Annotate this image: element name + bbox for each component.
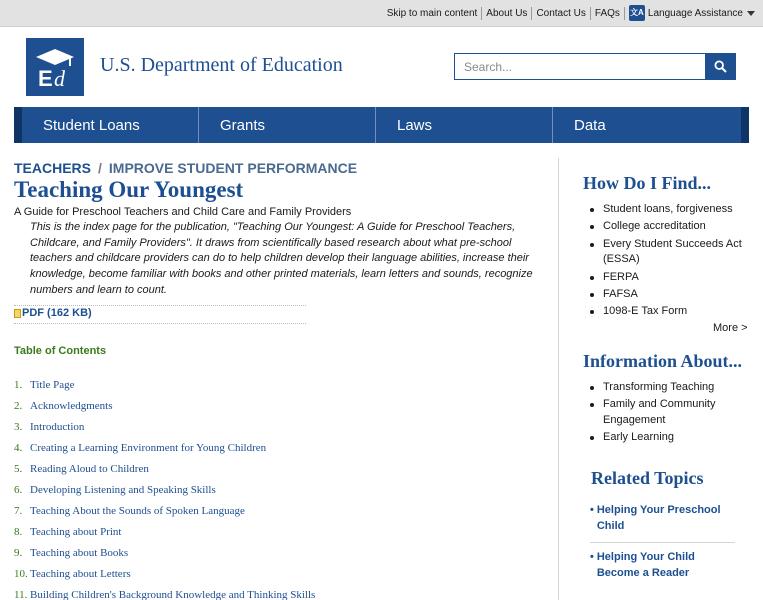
toc-number: 9. <box>14 547 23 560</box>
toc-link-introduction[interactable]: Introduction <box>30 420 85 433</box>
toc-link-letters[interactable]: Teaching about Letters <box>30 568 131 581</box>
toc-link-sounds-spoken-language[interactable]: Teaching About the Sounds of Spoken Language <box>30 505 245 518</box>
divider <box>590 542 735 543</box>
table-of-contents <box>14 374 315 600</box>
divider <box>14 305 306 306</box>
list-item <box>14 543 315 564</box>
pdf-link-label: PDF (162 KB) <box>22 307 92 319</box>
toc-number: 4. <box>14 441 23 454</box>
related-link-label: Helping Your Preschool Child <box>596 504 721 532</box>
contact-us-link[interactable]: Contact Us <box>536 7 586 19</box>
toc-link-print[interactable]: Teaching about Print <box>30 526 122 539</box>
list-item <box>14 501 315 522</box>
divider <box>14 323 306 324</box>
toc-link-acknowledgments[interactable]: Acknowledgments <box>30 399 113 412</box>
svg-text:E: E <box>38 66 53 90</box>
list-item <box>14 374 315 395</box>
search-icon <box>714 60 727 73</box>
utility-bar <box>0 0 763 27</box>
page-title: Teaching Our Youngest <box>14 177 244 202</box>
breadcrumb-teachers[interactable]: TEACHERS <box>14 160 92 176</box>
find-link-college-accreditation[interactable]: College accreditation <box>588 219 763 235</box>
related-topics-heading: Related Topics <box>591 468 704 488</box>
caret-down-icon <box>747 11 755 16</box>
toc-link-books[interactable]: Teaching about Books <box>30 547 129 560</box>
toc-link-learning-environment[interactable]: Creating a Learning Environment for Young Children <box>30 441 267 454</box>
column-divider <box>558 158 559 600</box>
nav-data[interactable]: Data <box>574 116 606 134</box>
ed-logo-graphic <box>32 44 78 90</box>
pdf-download-link[interactable] <box>14 307 92 319</box>
page-subtitle: A Guide for Preschool Teachers and Child Care and Family Providers <box>14 206 352 218</box>
find-link-1098e[interactable]: 1098-E Tax Form <box>588 304 763 320</box>
toc-link-listening-speaking[interactable]: Developing Listening and Speaking Skills <box>30 484 216 497</box>
pdf-icon <box>14 309 21 318</box>
bullet: • <box>590 504 594 516</box>
nav-laws[interactable]: Laws <box>376 107 553 143</box>
information-about-list <box>588 380 763 448</box>
list-item <box>14 416 315 437</box>
list-item <box>14 522 315 543</box>
toc-number: 1. <box>14 378 23 391</box>
bullet: • <box>590 551 594 563</box>
related-link-label: Helping Your Child Become a Reader <box>596 551 695 579</box>
search-input[interactable] <box>454 53 706 80</box>
svg-text:d: d <box>54 66 65 90</box>
breadcrumb <box>14 160 357 176</box>
main-nav <box>14 107 749 143</box>
find-link-ferpa[interactable]: FERPA <box>588 270 763 286</box>
language-assistance-dropdown[interactable] <box>625 5 759 21</box>
utility-links <box>383 0 759 26</box>
toc-number: 5. <box>14 462 23 475</box>
toc-number: 10. <box>14 568 28 581</box>
related-link-become-reader[interactable] <box>590 550 730 581</box>
translate-icon: 文A <box>629 5 645 21</box>
skip-to-main-link[interactable]: Skip to main content <box>386 7 478 19</box>
faqs-link[interactable]: FAQs <box>594 7 620 19</box>
toc-number: 3. <box>14 420 23 433</box>
information-about-heading: Information About... <box>583 351 743 371</box>
toc-number: 11. <box>14 589 28 600</box>
more-link[interactable]: More > <box>713 322 748 334</box>
toc-number: 7. <box>14 505 23 518</box>
info-link-transforming-teaching[interactable]: Transforming Teaching <box>588 380 763 396</box>
ed-logo-icon[interactable] <box>26 38 84 96</box>
page-description: This is the index page for the publication, "Teaching Our Youngest: A Guide for Preschool Teachers, Childcare, and Family Providers". It draws from scientifically based research about what pre-school teachers and childcare providers can do to help children develop their language abilities, increase their knowledge, become familiar with books and other printed materials, learn letters and sounds, recognize numbers and learn to count. <box>30 221 533 296</box>
toc-number: 6. <box>14 484 23 497</box>
toc-link-reading-aloud[interactable]: Reading Aloud to Children <box>30 462 149 475</box>
list-item <box>14 479 315 500</box>
info-link-family-community[interactable]: Family and Community Engagement <box>588 397 763 429</box>
find-link-essa[interactable]: Every Student Succeeds Act (ESSA) <box>588 237 763 269</box>
find-link-student-loans[interactable]: Student loans, forgiveness <box>588 202 763 218</box>
related-link-preschool-child[interactable] <box>590 503 730 534</box>
agency-name[interactable]: U.S. Department of Education <box>100 54 343 76</box>
list-item <box>14 458 315 479</box>
info-link-early-learning[interactable]: Early Learning <box>588 430 763 446</box>
toc-heading: Table of Contents <box>14 345 107 357</box>
toc-link-background-knowledge[interactable]: Building Children's Background Knowledge and Thinking Skills <box>30 589 316 600</box>
list-item <box>14 564 315 585</box>
how-do-i-find-heading: How Do I Find... <box>583 173 712 193</box>
how-do-i-find-list <box>588 202 763 322</box>
toc-number: 8. <box>14 526 23 539</box>
search-button[interactable] <box>705 53 736 80</box>
toc-number: 2. <box>14 399 23 412</box>
find-link-fafsa[interactable]: FAFSA <box>588 287 763 303</box>
list-item <box>14 395 315 416</box>
about-us-link[interactable]: About Us <box>486 7 528 19</box>
nav-grants[interactable]: Grants <box>199 107 376 143</box>
list-item <box>14 437 315 458</box>
breadcrumb-separator: / <box>98 160 102 176</box>
nav-student-loans[interactable]: Student Loans <box>22 107 199 143</box>
list-item <box>14 585 315 600</box>
language-assistance-label: Language Assistance <box>647 7 743 19</box>
toc-link-title-page[interactable]: Title Page <box>30 378 75 391</box>
breadcrumb-improve-student-performance[interactable]: IMPROVE STUDENT PERFORMANCE <box>108 160 358 176</box>
